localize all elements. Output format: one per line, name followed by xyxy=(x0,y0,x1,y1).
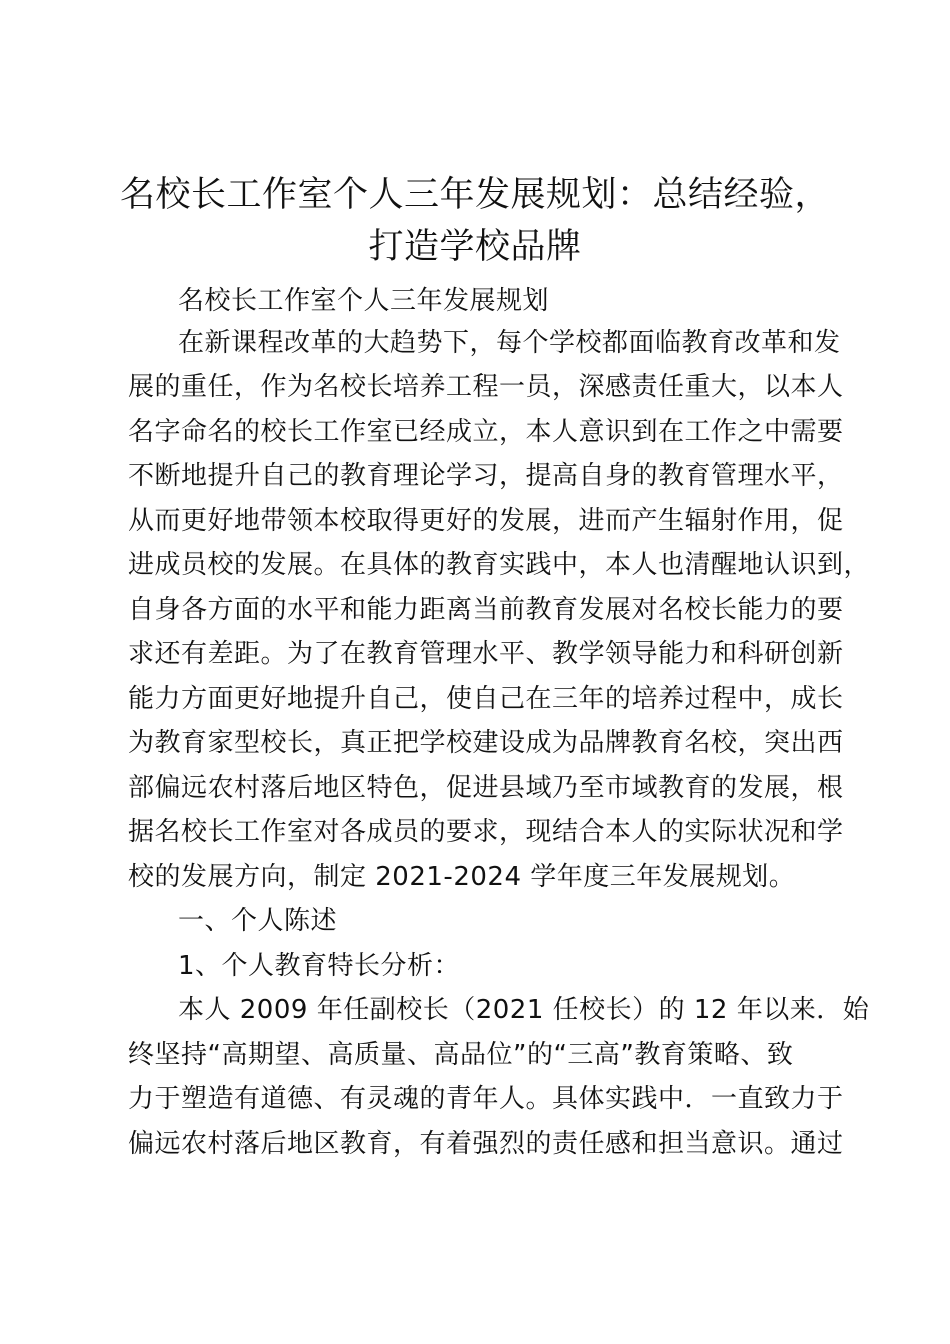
document-title-line-2: 打造学校品牌 xyxy=(368,227,582,267)
paragraph-line: 据名校长工作室对各成员的要求，现结合本人的实际状况和学 xyxy=(128,817,844,847)
paragraph-line: 展的重任，作为名校长培养工程一员，深感责任重大，以本人 xyxy=(128,372,844,402)
paragraph-line: 名字命名的校长工作室已经成立，本人意识到在工作之中需要 xyxy=(128,417,844,447)
paragraph-line: 进成员校的发展。在具体的教育实践中，本人也清醒地认识到， xyxy=(128,550,871,580)
paragraph-line: 部偏远农村落后地区特色，促进县域乃至市域教育的发展，根 xyxy=(128,773,844,803)
paragraph-line: 不断地提升自己的教育理论学习，提高自身的教育管理水平， xyxy=(128,461,844,491)
paragraph-line: 本人 2009 年任副校长（2021 任校长）的 12 年以来．始 xyxy=(178,995,870,1025)
paragraph-line: 力于塑造有道德、有灵魂的青年人。具体实践中．一直致力于 xyxy=(128,1084,844,1114)
paragraph-line: 求还有差距。为了在教育管理水平、教学领导能力和科研创新 xyxy=(128,639,844,669)
paragraph-line: 自身各方面的水平和能力距离当前教育发展对名校长能力的要 xyxy=(128,595,844,625)
paragraph-line: 在新课程改革的大趋势下，每个学校都面临教育改革和发 xyxy=(178,328,841,358)
subtitle: 名校长工作室个人三年发展规划 xyxy=(178,286,550,316)
paragraph-line: 为教育家型校长，真正把学校建设成为品牌教育名校，突出西 xyxy=(128,728,844,758)
document-title-line-1: 名校长工作室个人三年发展规划：总结经验， xyxy=(119,175,830,215)
paragraph-line: 能力方面更好地提升自己，使自己在三年的培养过程中，成长 xyxy=(128,684,844,714)
section-heading: 一、个人陈述 xyxy=(178,906,338,936)
subsection-heading: 1、个人教育特长分析： xyxy=(178,951,461,981)
paragraph-line: 校的发展方向，制定 2021-2024 学年度三年发展规划。 xyxy=(128,862,796,892)
paragraph-line: 终坚持“高期望、高质量、高品位”的“三高”教育策略、致 xyxy=(128,1040,794,1070)
paragraph-line: 从而更好地带领本校取得更好的发展，进而产生辐射作用，促 xyxy=(128,506,844,536)
paragraph-line: 偏远农村落后地区教育，有着强烈的责任感和担当意识。通过 xyxy=(128,1129,844,1159)
